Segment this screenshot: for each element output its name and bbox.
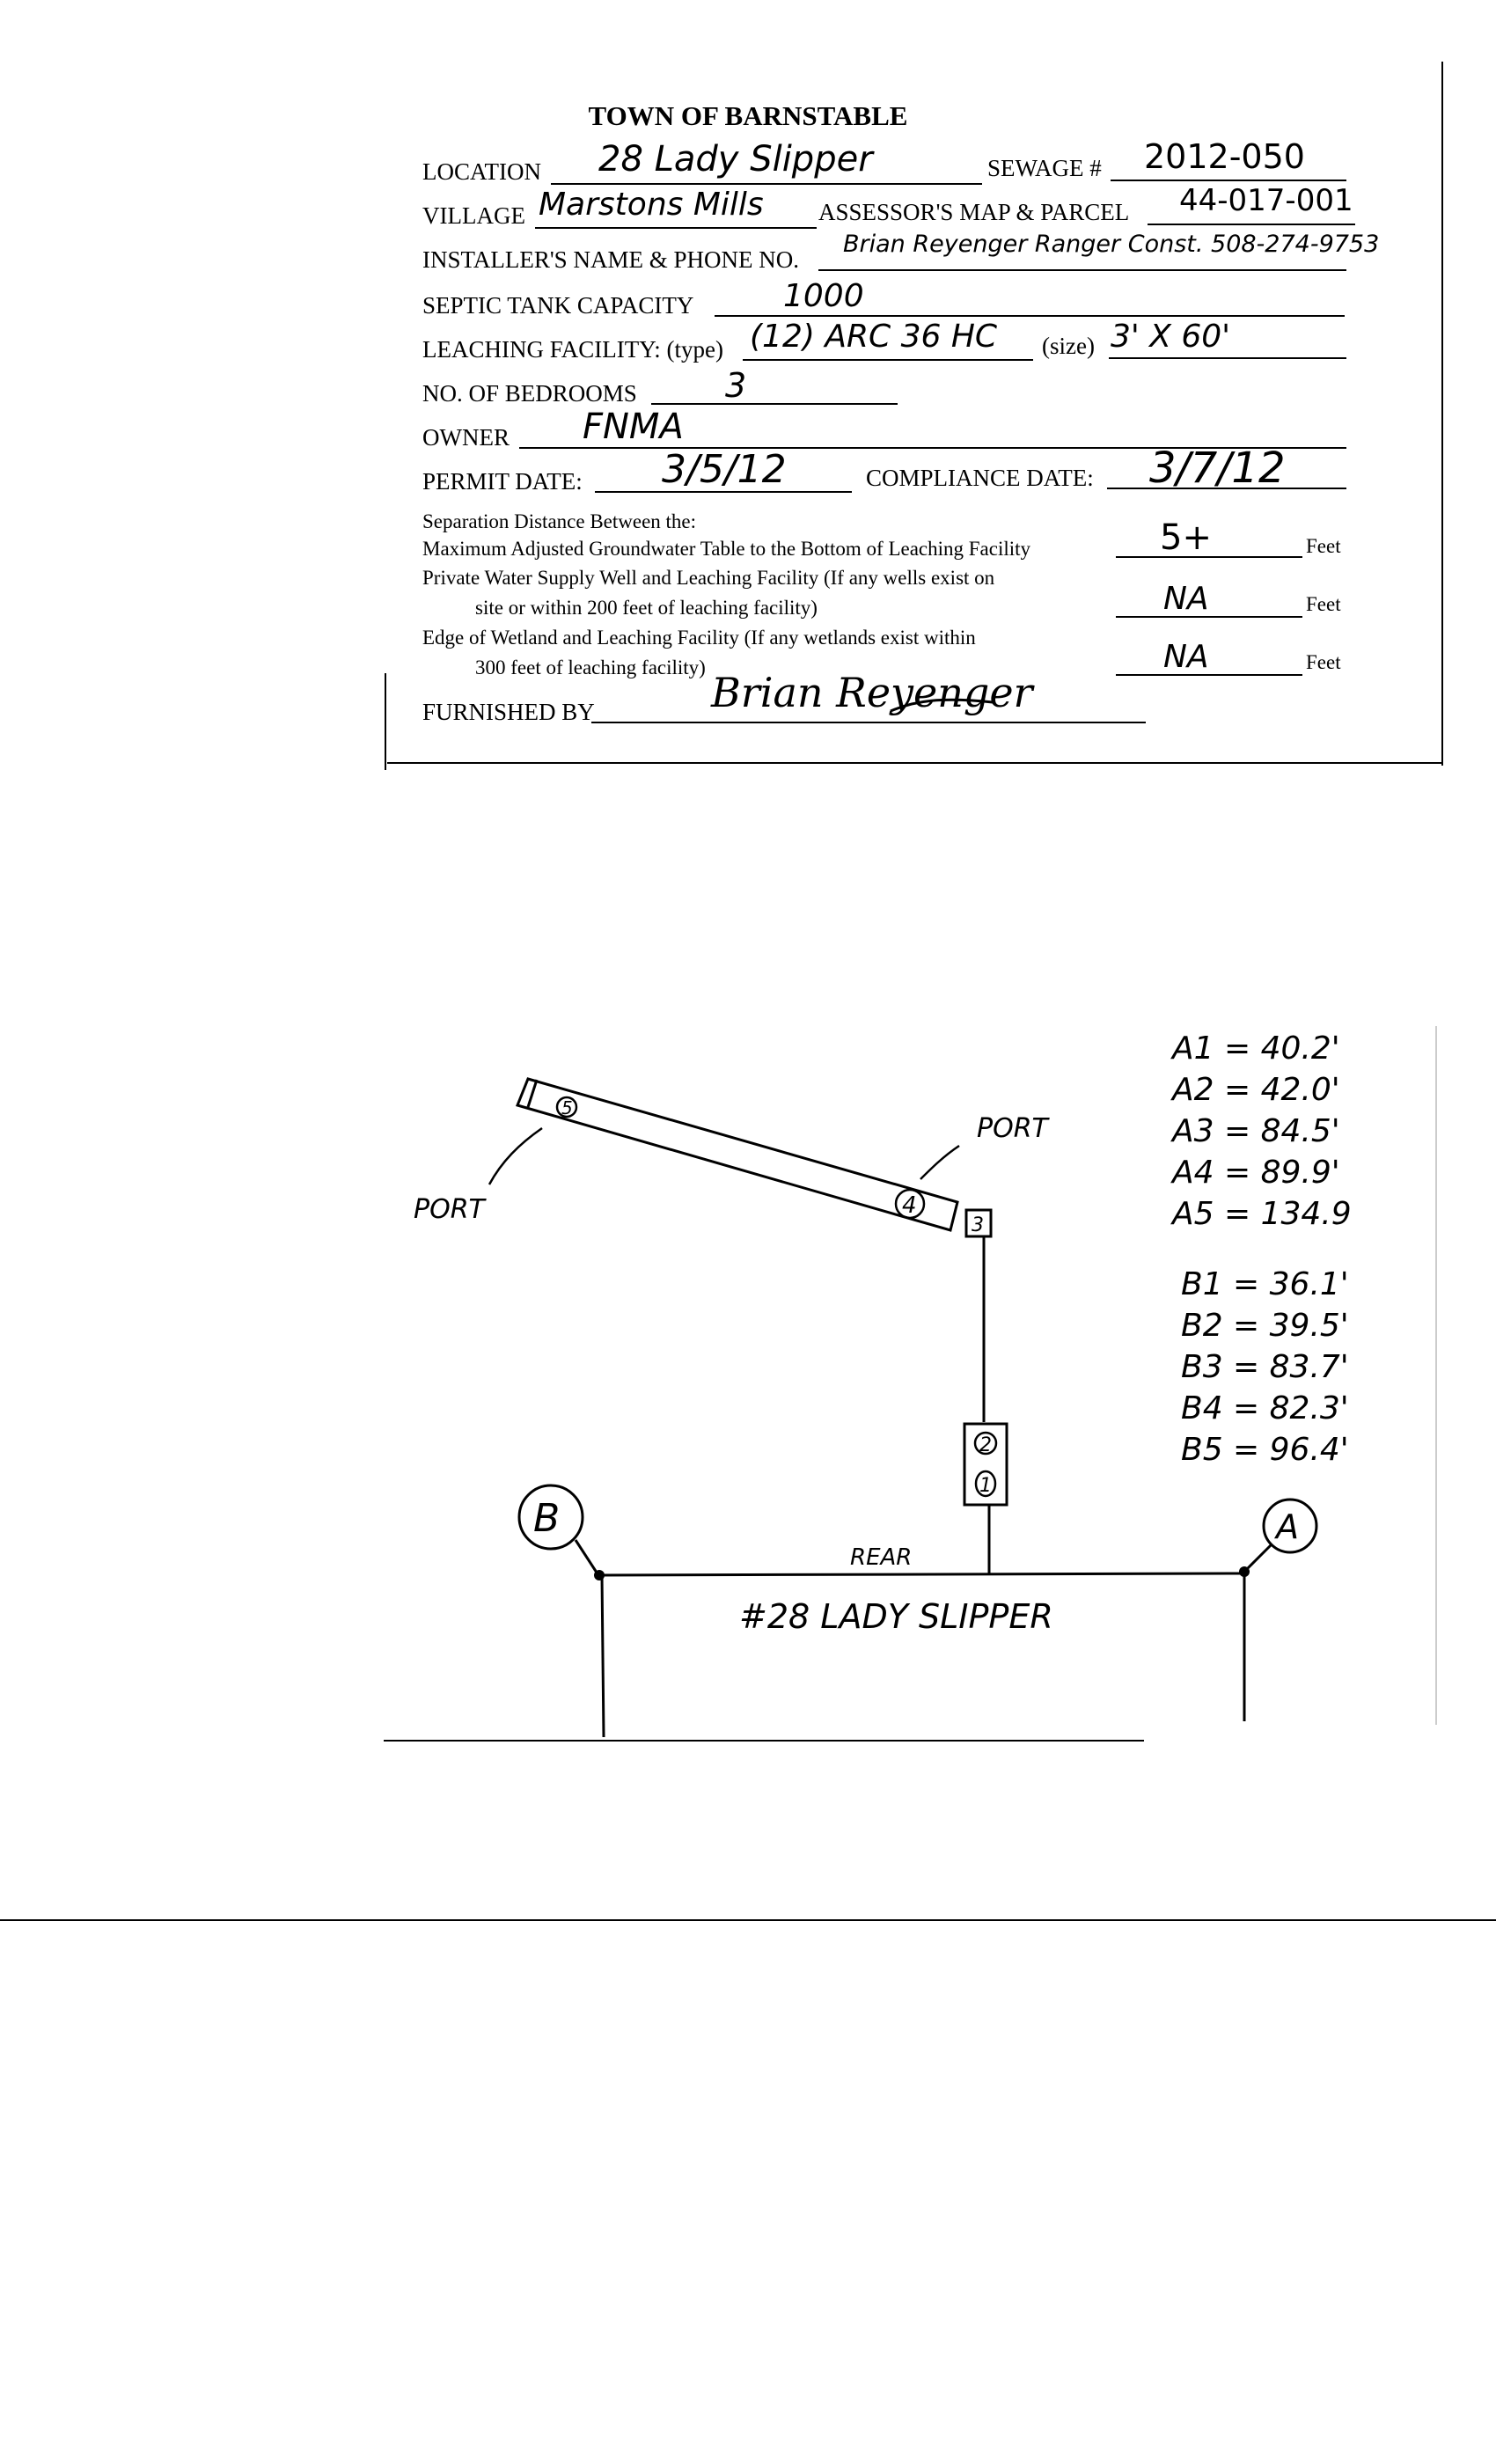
sewage-value: 2012-050 <box>1144 137 1305 176</box>
sep1-feet: Feet <box>1306 535 1341 557</box>
permit-value: 3/5/12 <box>662 447 787 492</box>
compliance-value: 3/7/12 <box>1149 444 1286 493</box>
installer-value: Brian Reyenger Ranger Const. 508-274-9753 <box>843 231 1380 258</box>
sep1-value: 5+ <box>1160 517 1212 558</box>
measurements-b-list <box>1181 1264 1349 1470</box>
port-right-leader <box>920 1146 959 1179</box>
location-label: LOCATION <box>422 158 541 185</box>
sep3-label-a: Edge of Wetland and Leaching Facility (If any wetlands exist within <box>422 627 976 649</box>
box-5-marker <box>557 1097 576 1118</box>
bedrooms-label: NO. OF BEDROOMS <box>422 380 637 407</box>
form-title: TOWN OF BARNSTABLE <box>588 100 908 131</box>
measurements-a-list <box>1172 1028 1352 1235</box>
measurement-a3: A3 = 84.5' <box>1172 1113 1340 1149</box>
rear-label: REAR <box>850 1544 913 1571</box>
signature: Brian Reyenger <box>711 669 1033 716</box>
sep3-feet: Feet <box>1306 651 1341 673</box>
installer-label: INSTALLER'S NAME & PHONE NO. <box>422 246 799 273</box>
measurement-b5: B5 = 96.4' <box>1181 1432 1349 1468</box>
owner-label: OWNER <box>422 424 510 451</box>
compliance-label: COMPLIANCE DATE: <box>866 465 1094 491</box>
house-label: #28 LADY SLIPPER <box>739 1597 1053 1636</box>
sep2-label-a: Private Water Supply Well and Leaching Facility (If any wells exist on <box>422 567 995 589</box>
point-a-label: A <box>1276 1507 1299 1546</box>
port-left-label: PORT <box>414 1194 485 1225</box>
measurement-a4: A4 = 89.9' <box>1172 1155 1340 1191</box>
port-right-label: PORT <box>977 1113 1048 1144</box>
measurement-a1: A1 = 40.2' <box>1172 1030 1340 1067</box>
sep3-label-b: 300 feet of leaching facility) <box>475 656 706 678</box>
septic-tank <box>964 1424 1007 1505</box>
measurement-a2: A2 = 42.0' <box>1172 1072 1340 1108</box>
port-left-leader <box>489 1128 542 1184</box>
location-value: 28 Lady Slipper <box>598 139 873 180</box>
box-3-label: 3 <box>972 1214 984 1236</box>
tank-label: SEPTIC TANK CAPACITY <box>422 292 694 319</box>
village-value: Marstons Mills <box>539 187 764 223</box>
box-2-label: 2 <box>979 1434 992 1456</box>
sep2-feet: Feet <box>1306 593 1341 615</box>
reference-point-b <box>519 1485 605 1580</box>
box-4-label: 4 <box>902 1192 917 1219</box>
tank-value: 1000 <box>783 278 864 314</box>
sep3-value: NA <box>1163 639 1209 675</box>
owner-value: FNMA <box>583 407 684 447</box>
leaching-trench <box>517 1079 957 1230</box>
sep1-label: Maximum Adjusted Groundwater Table to the Bottom of Leaching Facility <box>422 538 1031 560</box>
leaching-type-value: (12) ARC 36 HC <box>750 319 998 355</box>
bedrooms-value: 3 <box>725 366 747 405</box>
village-label: VILLAGE <box>422 202 525 229</box>
measurement-b3: B3 = 83.7' <box>1181 1349 1349 1385</box>
assessor-value: 44-017-001 <box>1179 183 1353 218</box>
box-1-label: 1 <box>979 1475 992 1497</box>
leaching-label: LEACHING FACILITY: (type) <box>422 336 723 363</box>
box-3 <box>966 1210 991 1236</box>
assessor-label: ASSESSOR'S MAP & PARCEL <box>818 199 1130 225</box>
point-b-label: B <box>533 1496 561 1541</box>
measurement-b4: B4 = 82.3' <box>1181 1390 1349 1426</box>
reference-point-a <box>1239 1500 1316 1577</box>
permit-label: PERMIT DATE: <box>422 468 583 495</box>
size-value: 3' X 60' <box>1111 319 1231 355</box>
separation-heading: Separation Distance Between the: <box>422 510 697 532</box>
measurement-b1: B1 = 36.1' <box>1181 1266 1349 1302</box>
measurement-a5: A5 = 134.9 <box>1172 1196 1352 1232</box>
box-5-label: 5 <box>561 1097 573 1118</box>
size-label: (size) <box>1042 333 1095 359</box>
sewage-label: SEWAGE # <box>987 155 1102 181</box>
sep2-value: NA <box>1163 581 1209 617</box>
measurement-b2: B2 = 39.5' <box>1181 1308 1349 1344</box>
furnished-label: FURNISHED BY <box>422 699 595 725</box>
sep2-label-b: site or within 200 feet of leaching facility) <box>475 597 818 619</box>
box-4-marker <box>896 1190 924 1219</box>
